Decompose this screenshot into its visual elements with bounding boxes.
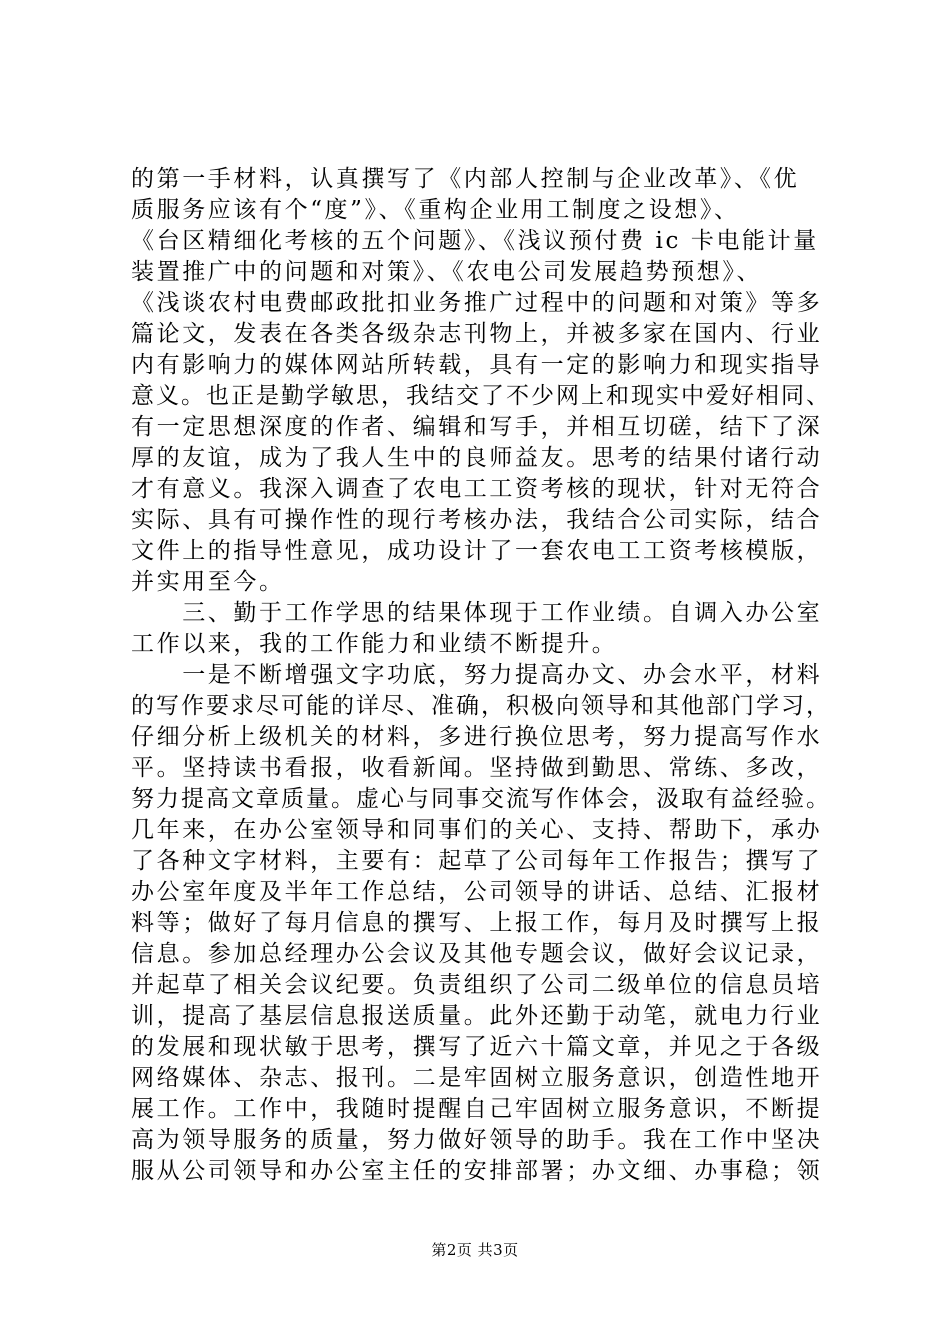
text-line: 实际、具有可操作性的现行考核办法，我结合公司实际，结合 — [131, 507, 823, 533]
text-line: 几年来，在办公室领导和同事们的关心、支持、帮助下，承办 — [131, 817, 823, 843]
text-line: 篇论文，发表在各类各级杂志刊物上，并被多家在国内、行业 — [131, 321, 823, 347]
text-line: 《台区精细化考核的五个问题》、《浅议预付费 ic 卡电能计量 — [131, 228, 819, 254]
text-line: 意义。也正是勤学敏思，我结交了不少网上和现实中爱好相同、 — [131, 383, 831, 409]
text-line: 办公室年度及半年工作总结，公司领导的讲话、总结、汇报材 — [131, 879, 823, 905]
text-line: 平。坚持读书看报，收看新闻。坚持做到勤思、常练、多改， — [131, 755, 823, 781]
text-line: 工作以来，我的工作能力和业绩不断提升。 — [131, 631, 618, 657]
page-footer: 第2页 共3页 — [431, 1241, 519, 1259]
text-line: 有一定思想深度的作者、编辑和写手，并相互切磋，结下了深 — [131, 414, 823, 440]
text-line: 质服务应该有个“度”》、《重构企业用工制度之设想》、 — [131, 197, 740, 223]
text-line: 装置推广中的问题和对策》、《农电公司发展趋势预想》、 — [131, 259, 763, 285]
text-line: 才有意义。我深入调查了农电工工资考核的现状，针对无符合 — [131, 476, 823, 502]
text-line: 努力提高文章质量。虚心与同事交流写作体会，汲取有益经验。 — [131, 786, 831, 812]
text-line: 展工作。工作中，我随时提醒自己牢固树立服务意识，不断提 — [131, 1096, 823, 1122]
text-line: 内有影响力的媒体网站所转载，具有一定的影响力和现实指导 — [131, 352, 823, 378]
text-line: 厚的友谊，成为了我人生中的良师益友。思考的结果付诸行动 — [131, 445, 823, 471]
text-line: 料等；做好了每月信息的撰写、上报工作，每月及时撰写上报 — [131, 910, 823, 936]
text-line: 的发展和现状敏于思考，撰写了近六十篇文章，并见之于各级 — [131, 1034, 823, 1060]
text-line: 《浅谈农村电费邮政批扣业务推广过程中的问题和对策》等多 — [131, 290, 823, 316]
body-text — [131, 164, 831, 1187]
text-line: 的第一手材料，认真撰写了《内部人控制与企业改革》、《优 — [131, 166, 800, 192]
text-line: 仔细分析上级机关的材料，多进行换位思考，努力提高写作水 — [131, 724, 823, 750]
text-line: 服从公司领导和办公室主任的安排部署；办文细、办事稳；领 — [131, 1158, 823, 1184]
text-line: 信息。参加总经理办公会议及其他专题会议，做好会议记录， — [131, 941, 823, 967]
text-line: 并实用至今。 — [131, 569, 285, 595]
text-line: 训，提高了基层信息报送质量。此外还勤于动笔，就电力行业 — [131, 1003, 823, 1029]
text-line: 三、勤于工作学思的结果体现于工作业绩。自调入办公室 — [131, 600, 823, 626]
text-line: 网络媒体、杂志、报刊。二是牢固树立服务意识，创造性地开 — [131, 1065, 823, 1091]
text-line: 高为领导服务的质量，努力做好领导的助手。我在工作中坚决 — [131, 1127, 823, 1153]
text-line: 并起草了相关会议纪要。负责组织了公司二级单位的信息员培 — [131, 972, 823, 998]
text-line: 文件上的指导性意见，成功设计了一套农电工工资考核模版， — [131, 538, 823, 564]
text-line: 的写作要求尽可能的详尽、准确，积极向领导和其他部门学习， — [131, 693, 831, 719]
text-line: 一是不断增强文字功底，努力提高办文、办会水平，材料 — [131, 662, 823, 688]
text-line: 了各种文字材料，主要有：起草了公司每年工作报告；撰写了 — [131, 848, 823, 874]
